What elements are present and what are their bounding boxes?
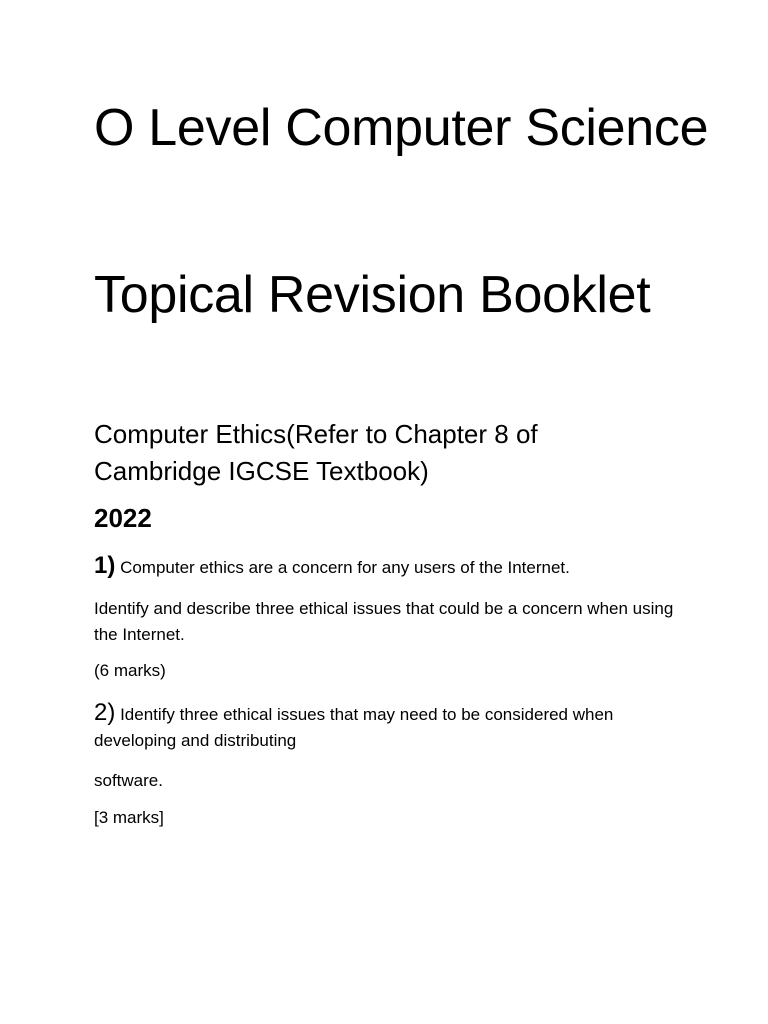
- question-1-number: 1): [94, 552, 116, 579]
- topic-subtitle: Computer Ethics(Refer to Chapter 8 of Cambridge IGCSE Textbook): [94, 419, 538, 486]
- question-1-marks: (6 marks): [94, 661, 166, 680]
- question-1-intro-text: Computer ethics are a concern for any users of the Internet.: [120, 558, 570, 577]
- document-title-line-2: Topical Revision Booklet: [94, 266, 651, 324]
- question-2-number: 2): [94, 699, 116, 726]
- question-2-intro-text: Identify three ethical issues that may need to be considered when developing and distributing: [94, 705, 614, 750]
- question-1-body: Identify and describe three ethical issues that could be a concern when using the Internet.: [94, 599, 674, 644]
- question-1-intro: [94, 553, 684, 581]
- question-2-intro: [94, 700, 684, 754]
- document-title-line-1: O Level Computer Science: [94, 99, 709, 157]
- question-2-continuation: software.: [94, 771, 163, 790]
- year-heading: 2022: [94, 503, 152, 533]
- question-2-marks: [3 marks]: [94, 808, 164, 827]
